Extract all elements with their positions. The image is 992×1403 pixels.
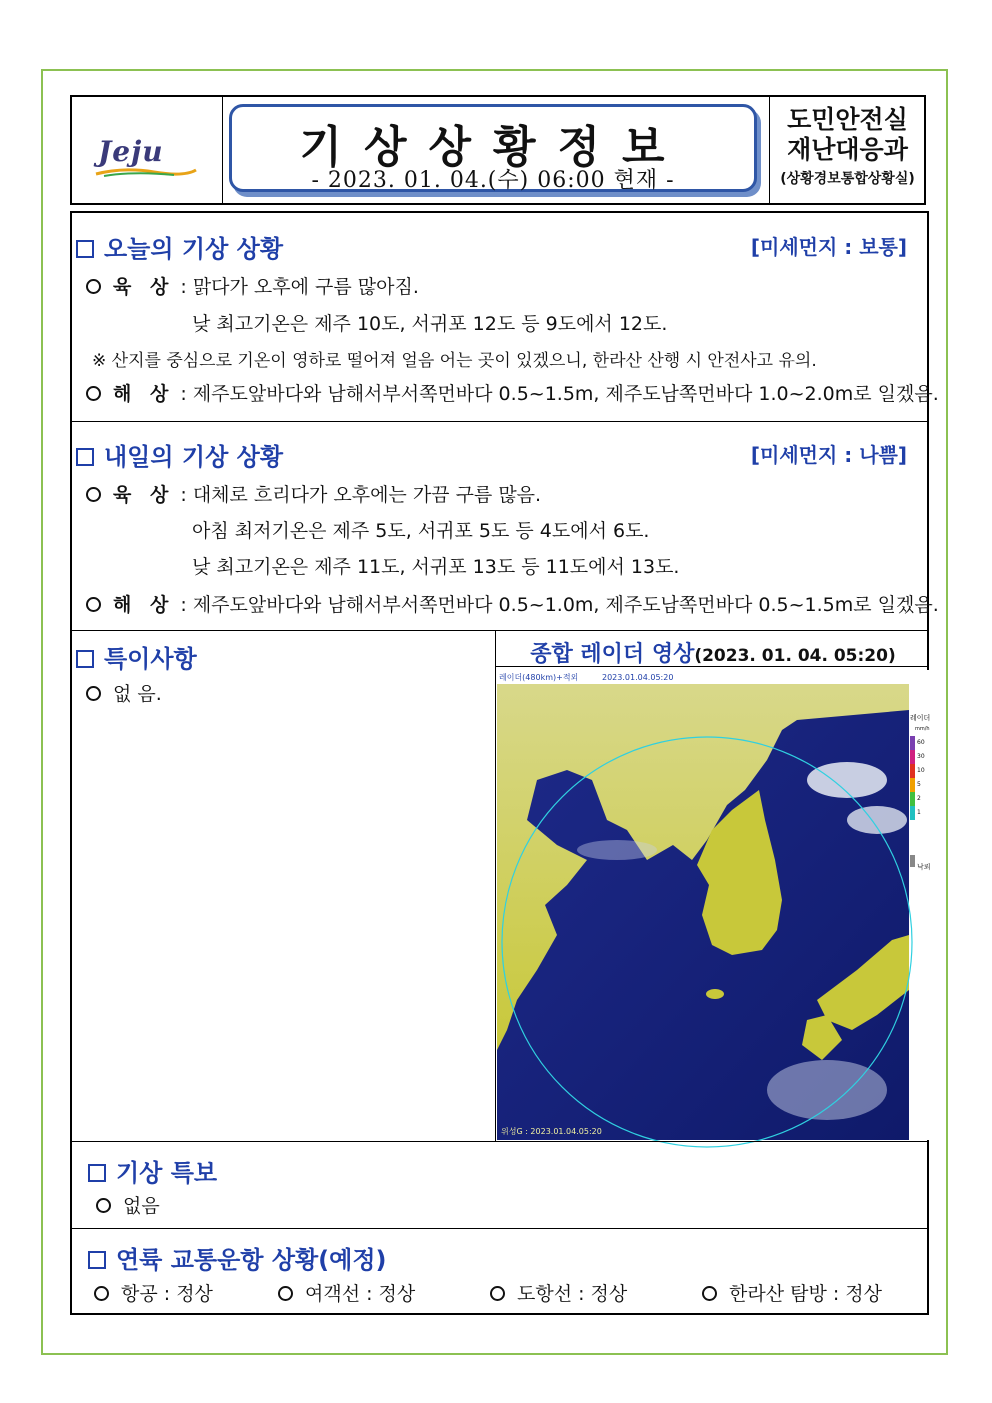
today-land-line1: 육 상 : 맑다가 오후에 구름 많아짐. <box>86 272 419 299</box>
traffic-air: 항공 : 정상 <box>94 1279 213 1306</box>
column-divider <box>495 630 496 1141</box>
circle-bullet-icon <box>86 597 101 612</box>
divider <box>72 421 927 422</box>
today-land-line2: 낮 최고기온은 제주 10도, 서귀포 12도 등 9도에서 12도. <box>192 313 668 335</box>
circle-bullet-icon <box>490 1286 505 1301</box>
tomorrow-land-line1: 육 상 : 대체로 흐리다가 오후에는 가끔 구름 많음. <box>86 480 541 507</box>
legend-swatch <box>910 778 915 792</box>
legend-swatch <box>910 792 915 806</box>
department-cell <box>769 97 925 203</box>
traffic-island-ferry: 도항선 : 정상 <box>490 1279 627 1306</box>
warning-item: 없음 <box>96 1191 160 1218</box>
traffic-heading: 연륙 교통운항 상황(예정) <box>88 1240 387 1275</box>
divider <box>72 1228 927 1229</box>
title-box <box>229 104 757 192</box>
divider <box>72 630 927 631</box>
radar-satellite-image <box>497 670 929 1140</box>
legend-value: 5 <box>917 781 921 788</box>
checkbox-square-icon <box>88 1164 106 1182</box>
special-item: 없 음. <box>86 679 162 706</box>
radar-bottom-caption: 위성G : 2023.01.04.05:20 <box>501 1127 602 1136</box>
circle-bullet-icon <box>96 1198 111 1213</box>
radar-top-caption: 레이더(480km)+적외 <box>499 673 579 682</box>
legend-value: 30 <box>917 753 925 760</box>
legend-value: 10 <box>917 767 925 774</box>
radar-top-time: 2023.01.04.05:20 <box>602 673 674 682</box>
circle-bullet-icon <box>86 279 101 294</box>
legend-value: 60 <box>917 739 925 746</box>
special-heading: 특이사항 <box>76 639 197 674</box>
legend-unit: mm/h <box>915 726 930 732</box>
tomorrow-dust-level: [미세먼지 : 나쁨] <box>750 443 907 467</box>
legend-swatch <box>910 764 915 778</box>
checkbox-square-icon <box>88 1251 106 1269</box>
department-name: 도민안전실 <box>787 105 908 134</box>
legend-value: 1 <box>917 809 921 816</box>
tomorrow-land-line2: 아침 최저기온은 제주 5도, 서귀포 5도 등 4도에서 6도. <box>192 520 650 542</box>
today-dust-level: [미세먼지 : 보통] <box>750 235 907 259</box>
report-datetime: - 2023. 01. 04.(수) 06:00 현재 - <box>311 168 675 193</box>
division-name: 재난대응과 <box>787 135 908 164</box>
checkbox-square-icon <box>76 448 94 466</box>
checkbox-square-icon <box>76 650 94 668</box>
circle-bullet-icon <box>86 487 101 502</box>
circle-bullet-icon <box>86 386 101 401</box>
page-title: 기상상황정보 <box>299 122 687 173</box>
office-name: (상황경보통합상황실) <box>780 171 915 187</box>
today-heading: 오늘의 기상 상황 <box>76 229 283 264</box>
tomorrow-land-line3: 낮 최고기온은 제주 11도, 서귀포 13도 등 11도에서 13도. <box>192 556 680 578</box>
logo-cell <box>72 97 223 203</box>
traffic-hallasan: 한라산 탐방 : 정상 <box>702 1279 882 1306</box>
today-safety-note: ※ 산지를 중심으로 기온이 영하로 떨어져 얼음 어는 곳이 있겠으니, 한라산 산행 시 안전사고 유의. <box>92 351 817 371</box>
header-table <box>70 95 926 205</box>
checkbox-square-icon <box>76 240 94 258</box>
circle-bullet-icon <box>278 1286 293 1301</box>
divider <box>72 1141 927 1142</box>
circle-bullet-icon <box>702 1286 717 1301</box>
circle-bullet-icon <box>94 1286 109 1301</box>
legend-lightning: 낙뢰 <box>917 863 931 871</box>
legend-value: 2 <box>917 795 921 802</box>
legend-swatch <box>910 736 915 750</box>
today-sea-line: 해 상 : 제주도앞바다와 남해서부서쪽먼바다 0.5~1.5m, 제주도남쪽먼바다 1.0~2.0m로 일겠음. <box>86 379 939 406</box>
radar-title: 종합 레이더 영상(2023. 01. 04. 05:20) <box>530 642 896 667</box>
report-body <box>70 211 939 1315</box>
circle-bullet-icon <box>86 686 101 701</box>
tomorrow-sea-line: 해 상 : 제주도앞바다와 남해서부서쪽먼바다 0.5~1.0m, 제주도남쪽먼바다 0.5~1.5m로 일겠음. <box>86 590 939 617</box>
tomorrow-heading: 내일의 기상 상황 <box>76 437 283 472</box>
legend-title: 레이더 <box>910 714 931 722</box>
legend-swatch <box>910 806 915 820</box>
jeju-logo: Jeju <box>98 135 164 168</box>
warning-heading: 기상 특보 <box>88 1153 217 1188</box>
traffic-ferry: 여객선 : 정상 <box>278 1279 415 1306</box>
logo-swoosh-icon <box>94 167 198 177</box>
divider <box>495 666 927 667</box>
lightning-swatch <box>910 855 915 867</box>
legend-swatch <box>910 750 915 764</box>
